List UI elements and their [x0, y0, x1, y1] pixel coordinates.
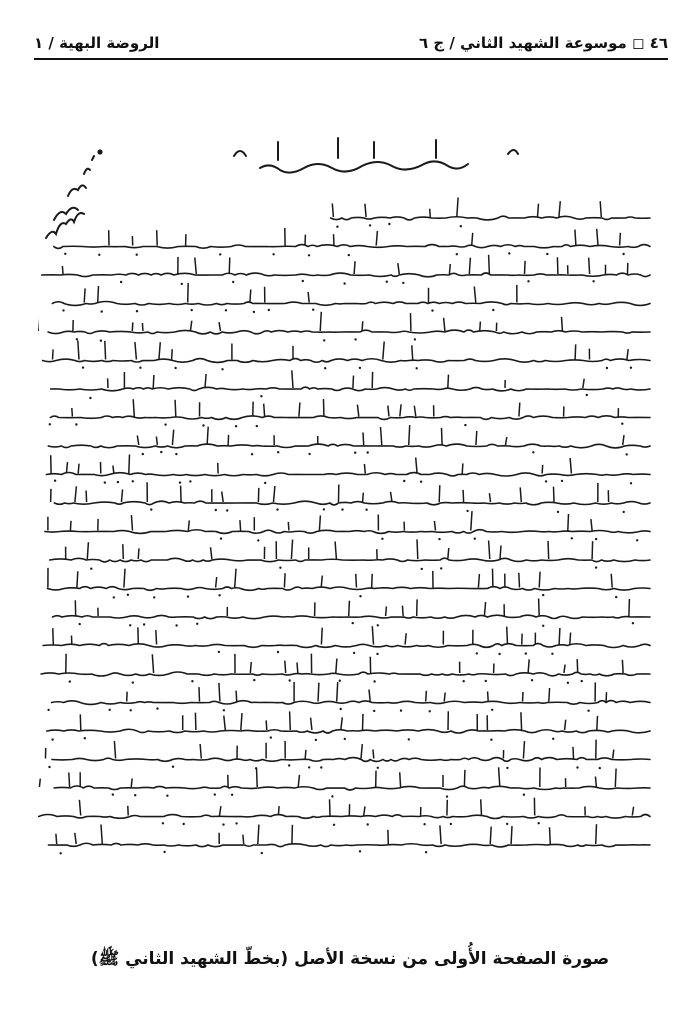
manuscript-line — [49, 399, 650, 427]
manuscript-line — [39, 798, 650, 826]
manuscript-line — [331, 197, 650, 228]
manuscript-line — [42, 255, 650, 285]
page-header — [34, 30, 668, 56]
manuscript-line — [51, 370, 650, 399]
manuscript-line — [50, 539, 650, 570]
manuscript-line — [41, 654, 650, 684]
manuscript-line — [46, 455, 650, 485]
manuscript-line — [51, 482, 650, 513]
header-rule — [34, 58, 668, 60]
manuscript-line — [47, 711, 650, 741]
basmala-handwriting — [234, 138, 518, 173]
manuscript-line — [43, 626, 650, 655]
manuscript-line — [54, 228, 650, 257]
manuscript-line — [39, 767, 650, 798]
manuscript-line — [48, 568, 651, 599]
manuscript-line — [53, 599, 650, 628]
manuscript-handwriting — [38, 118, 670, 898]
manuscript-line — [47, 682, 650, 713]
manuscript-line — [48, 425, 650, 455]
manuscript-line — [48, 824, 650, 854]
page-title: ٤٦ ◻ موسوعة الشهيد الثاني / ج ٦ — [418, 34, 668, 52]
book-title: الروضة البهية / ١ — [34, 34, 160, 52]
manuscript-image — [38, 118, 670, 898]
figure-caption: صورة الصفحة الأُولى من نسخة الأصل (بخطّ الشهيد الثاني ﷺ) — [90, 949, 610, 969]
manuscript-line — [43, 341, 650, 371]
manuscript-line — [52, 283, 650, 313]
manuscript-line — [46, 740, 651, 770]
manuscript-line — [38, 312, 650, 342]
manuscript-line — [45, 511, 650, 541]
